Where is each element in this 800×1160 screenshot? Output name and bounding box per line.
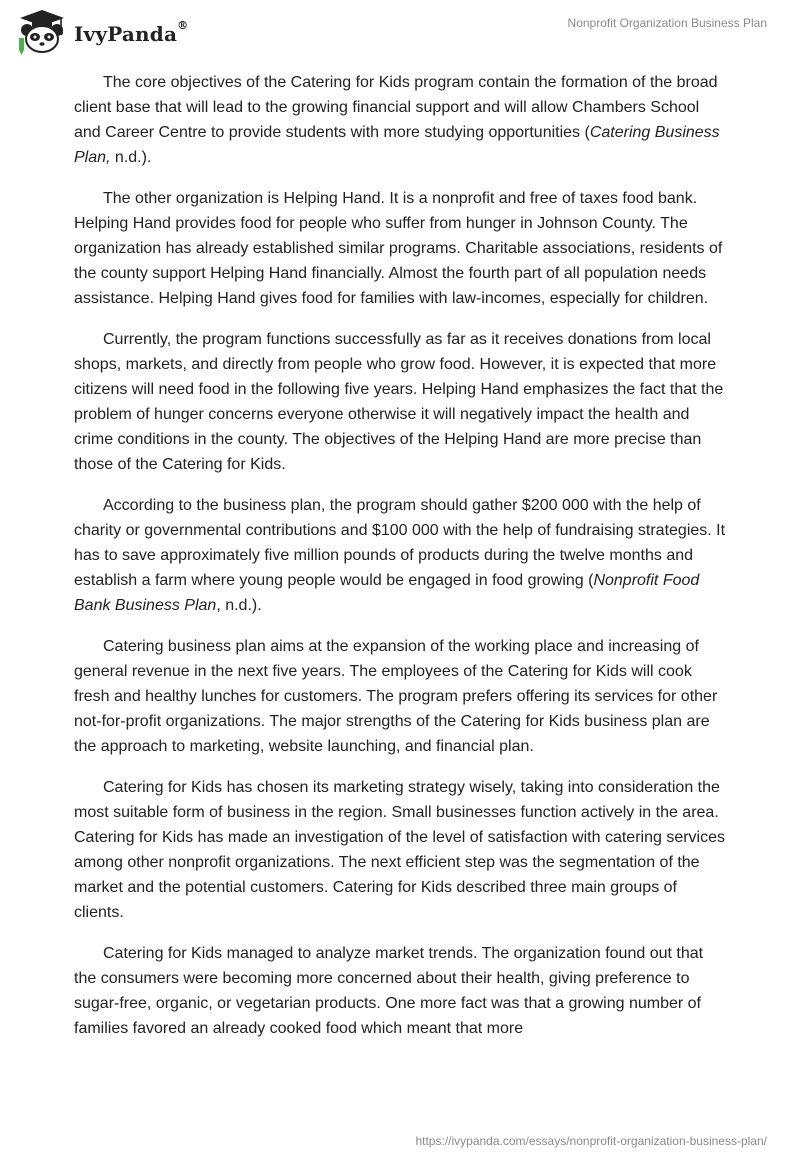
- paragraph: Catering business plan aims at the expansion of the working place and increasing of general revenue in the next five years. The employees of the Catering for Kids will cook fresh and healthy lunches for customers. The program prefers offering its services for other not-for-profit organizations. The major strengths of the Catering for Kids business plan are the approach to marketing, website launching, and financial plan.: [74, 638, 718, 755]
- paragraph: The core objectives of the Catering for Kids program contain the formation of the broad client base that will lead to the growing financial support and will allow Chambers School and Career Centre to provide students with more studying opportunities (Catering Business Plan, n.d.).: [74, 74, 720, 166]
- registered-mark: ®: [177, 19, 189, 32]
- paragraph: Catering for Kids has chosen its marketing strategy wisely, taking into consideration the most suitable form of business in the region. Small businesses function actively in the area. Catering for Kids has made an investigation of the level of satisfaction with catering services among other nonprofit organizations. The next efficient step was the segmentation of the market and the potential customers. Catering for Kids described three main groups of clients.: [74, 779, 725, 921]
- document-title: Nonprofit Organization Business Plan: [567, 16, 767, 30]
- brand-logo[interactable]: [14, 8, 188, 56]
- brand-name: IvyPanda®: [74, 19, 189, 46]
- paragraph: The other organization is Helping Hand. It is a nonprofit and free of taxes food bank. Helping Hand provides food for people who suffer from hunger in Johnson County. The organization has already established similar programs. Charitable associations, residents of the county support Helping Hand financially. Almost the fourth part of all population needs assistance. Helping Hand gives food for families with law-incomes, especially for children.: [74, 190, 723, 307]
- essay-body: [74, 70, 726, 1057]
- panda-graduate-icon: [14, 8, 70, 56]
- source-url[interactable]: https://ivypanda.com/essays/nonprofit-organization-business-plan/: [415, 1134, 767, 1148]
- paragraph: According to the business plan, the program should gather $200 000 with the help of charity or governmental contributions and $100 000 with the help of fundraising strategies. It has to save approximately five million pounds of products during the twelve months and establish a farm where young people would be engaged in food growing (Nonprofit Food Bank Business Plan, n.d.).: [74, 497, 726, 614]
- paragraph: Currently, the program functions successfully as far as it receives donations from local shops, markets, and directly from people who grow food. However, it is expected that more citizens will need food in the following five years. Helping Hand emphasizes the fact that the problem of hunger concerns everyone otherwise it will negatively impact the health and crime conditions in the county. The objectives of the Helping Hand are more precise than those of the Catering for Kids.: [74, 331, 724, 473]
- paragraph: Catering for Kids managed to analyze market trends. The organization found out that the consumers were becoming more concerned about their health, giving preference to sugar-free, organic, or vegetarian products. One more fact was that a growing number of families favored an already cooked food which meant that more: [74, 945, 704, 1037]
- page-header: [0, 0, 800, 60]
